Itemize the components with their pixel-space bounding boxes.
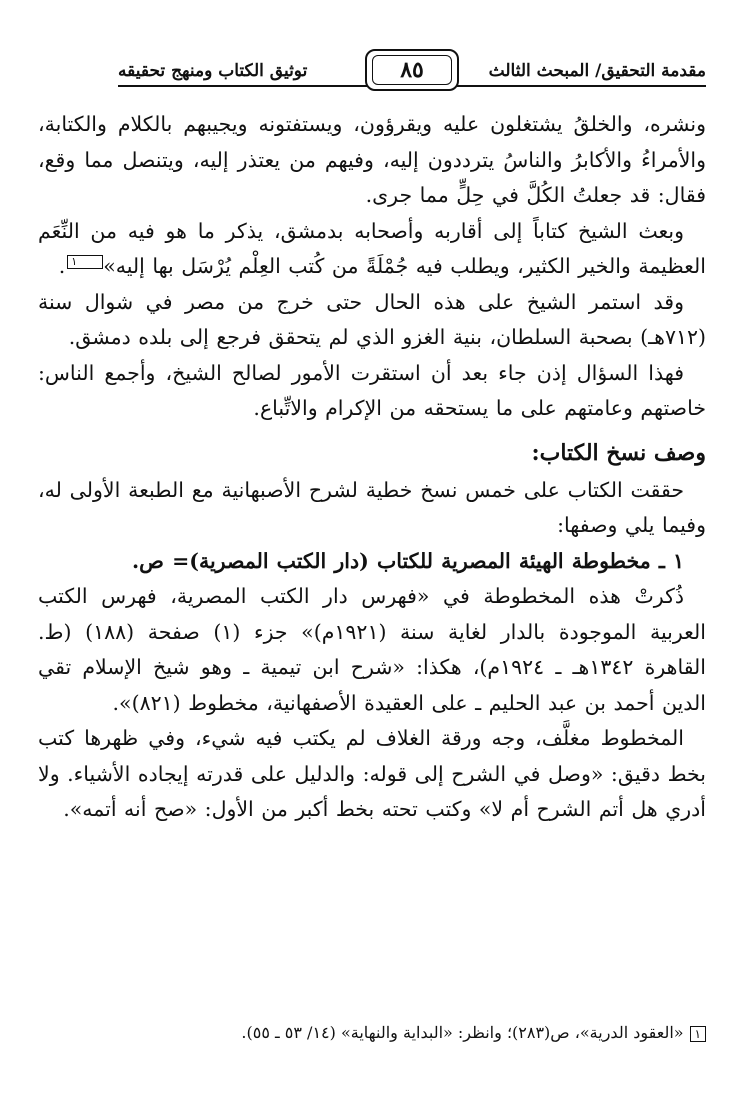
page-number: ٨٥ (372, 55, 452, 85)
paragraph-2 (38, 214, 706, 285)
paragraph-7: المخطوط مغلَّف، وجه ورقة الغلاف لم يكتب فيه شيء، وفي ظهرها كتب بخط دقيق: «وصل في الشرح إلى قوله: والدليل على قدرته إيجاده الأشياء. ولا أدري هل أتم الشرح أم لا» وكتب تحته بخط أكبر من الأول: «صح أنه أتمه». (38, 726, 706, 821)
paragraph-4: فهذا السؤال إذن جاء بعد أن استقرت الأمور لصالح الشيخ، وأجمع الناس: خاصتهم وعامتهم على ما يستحقه من الإكرام والاتِّباع. (38, 360, 706, 420)
paragraph-2-text: وبعث الشيخ كتاباً إلى أقاربه وأصحابه بدمشق، يذكر ما هو فيه من النِّعَم العظيمة والخير الكثير، ويطلب فيه جُمْلَةً من كُتب العِلْم يُرْسَل بها إليه» (38, 218, 706, 278)
paragraph-1: ونشره، والخلقُ يشتغلون عليه ويقرؤون، ويستفتونه ويجيبهم بالكلام والكتابة، والأمراءُ والأكابرُ والناسُ يترددون إليه، وفيهم من يعتذر إليه، ويتنصل مما وقع، فقال: قد جعلتُ الكُلَّ في حِلٍّ مما جرى. (38, 112, 706, 207)
page-header (118, 55, 706, 97)
paragraph-6: ذُكرتْ هذه المخطوطة في «فهرس دار الكتب المصرية، فهرس الكتب العربية الموجودة بالدار لغاية سنة (١٩٢١م)» جزء (١) صفحة (١٨٨) (ط. القاهرة ١٣٤٢هـ ـ ١٩٢٤م)، هكذا: «شرح ابن تيمية ـ وهو شيخ الإسلام تقي الدين أحمد بن عبد الحليم ـ على العقيدة الأصفهانية، مخطوط (٨٢١)». (38, 584, 707, 715)
footnote-text: «العقود الدرية»، ص(٢٨٣)؛ وانظر: «البداية والنهاية» (١٤/ ٥٣ ـ ٥٥). (241, 1023, 684, 1042)
paragraph-5: حققت الكتاب على خمس نسخ خطية لشرح الأصبهانية مع الطبعة الأولى له، وفيما يلي وصفها: (38, 477, 706, 537)
page-number-frame (365, 49, 459, 91)
header-section-title: توثيق الكتاب ومنهج تحقيقه (118, 61, 308, 81)
footnote-number: ١ (690, 1026, 706, 1042)
header-chapter-title: مقدمة التحقيق/ المبحث الثالث (488, 61, 706, 81)
paragraph-3: وقد استمر الشيخ على هذه الحال حتى خرج من مصر في شوال سنة (٧١٢هـ) بصحبة السلطان، بنية الغزو الذي لم يتحقق فرجع إلى بلده دمشق. (38, 289, 706, 349)
paragraph-2-end: . (58, 254, 66, 278)
item-1-title: ١ ـ مخطوطة الهيئة المصرية للكتاب (دار الكتب المصرية)= ص. (132, 548, 684, 573)
page-body (38, 107, 706, 828)
footnote-reference[interactable]: ١ (67, 255, 103, 269)
section-heading: وصف نسخ الكتاب: (531, 439, 706, 466)
footnote (60, 1020, 706, 1046)
